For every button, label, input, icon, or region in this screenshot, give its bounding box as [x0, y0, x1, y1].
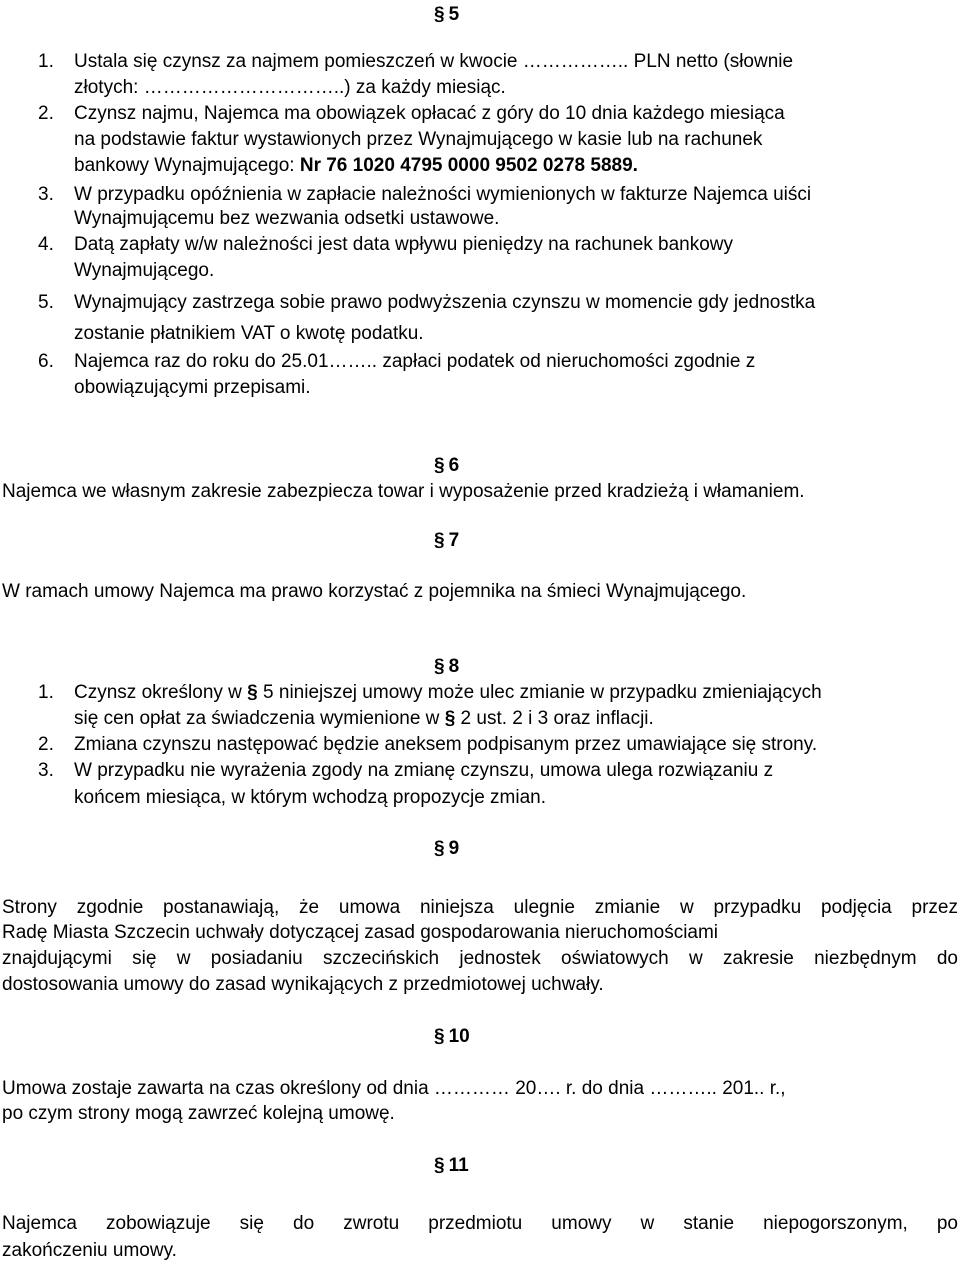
item-text: Datą zapłaty w/w należności jest data wpływu pieniędzy na rachunek bankowy	[74, 234, 734, 255]
section-number: 9	[448, 838, 460, 859]
section-mark: §	[434, 1026, 445, 1047]
paragraph-line: znajdującymi się w posiadaniu szczecińskich jednostek oświatowych w zakresie niezbędnym do	[2, 948, 958, 969]
paragraph: W ramach umowy Najemca ma prawo korzystać z pojemnika na śmieci Wynajmującego.	[2, 581, 747, 602]
item-text-continuation	[74, 153, 638, 179]
paragraph-line: Strony zgodnie postanawiają, że umowa niniejsza ulegnie zmianie w przypadku podjęcia przez	[2, 897, 958, 918]
section-mark: §	[247, 682, 258, 703]
list-item	[38, 732, 817, 758]
list-item	[38, 49, 793, 75]
section-number: 7	[448, 530, 460, 551]
item-number: 3.	[38, 184, 54, 205]
section-mark: §	[434, 455, 445, 476]
item-text: Wynajmujący zastrzega sobie prawo podwyższenia czynszu w momencie gdy jednostka	[74, 292, 816, 313]
list-item	[38, 290, 815, 316]
list-item	[38, 349, 755, 375]
section-number: 6	[448, 455, 460, 476]
section-number: 11	[448, 1155, 469, 1176]
section-heading-5	[434, 2, 459, 28]
list-item	[38, 758, 773, 784]
list-item	[38, 232, 733, 258]
item-text-continuation: końcem miesiąca, w którym wchodzą propozycje zmian.	[74, 787, 547, 808]
section-heading-10	[434, 1024, 470, 1050]
paragraph-line: Radę Miasta Szczecin uchwały dotyczącej zasad gospodarowania nieruchomościami	[2, 922, 719, 943]
section-mark: §	[434, 838, 445, 859]
bank-account-number: Nr 76 1020 4795 0000 9502 0278 5889.	[299, 155, 638, 176]
section-number: 10	[448, 1026, 470, 1047]
item-number: 5.	[38, 292, 54, 313]
item-text-continuation: złotych: …………………………..) za każdy miesiąc.	[74, 77, 506, 98]
item-number: 3.	[38, 760, 54, 781]
paragraph-line: po czym strony mogą zawrzeć kolejną umowę.	[2, 1103, 395, 1124]
list-item	[38, 101, 785, 127]
item-text: W przypadku opóźnienia w zapłacie należności wymienionych w fakturze Najemca uiści	[74, 184, 812, 205]
item-number: 2.	[38, 734, 54, 755]
item-number: 1.	[38, 682, 54, 703]
section-heading-6	[434, 453, 459, 479]
item-text: Czynsz najmu, Najemca ma obowiązek opłacać z góry do 10 dnia każdego miesiąca	[74, 103, 785, 124]
section-number: 8	[448, 656, 460, 677]
section-mark: §	[434, 4, 445, 25]
paragraph-line: dostosowania umowy do zasad wynikających z przedmiotowej uchwały.	[2, 974, 604, 995]
item-number: 4.	[38, 234, 54, 255]
paragraph-line: Umowa zostaje zawarta na czas określony od dnia ………… 20…. r. do dnia ……….. 201.. r.,	[2, 1078, 786, 1099]
section-mark: §	[434, 656, 445, 677]
section-heading-8	[434, 654, 459, 680]
paragraph-line: zakończeniu umowy.	[2, 1240, 177, 1261]
item-text-continuation: na podstawie faktur wystawionych przez Wynajmującego w kasie lub na rachunek	[74, 129, 763, 150]
item-text-continuation: Wynajmującego.	[74, 260, 215, 281]
section-number: 5	[448, 4, 460, 25]
item-text-continuation: obowiązującymi przepisami.	[74, 377, 311, 398]
section-mark: §	[434, 530, 445, 551]
item-text: 5 niniejszej umowy może ulec zmianie w przypadku zmieniających	[257, 682, 822, 703]
item-text-continuation: Wynajmującemu bez wezwania odsetki ustawowe.	[74, 208, 500, 229]
item-text-continuation	[74, 706, 654, 732]
section-heading-9	[434, 836, 459, 862]
section-heading-11	[434, 1153, 469, 1179]
item-number: 6.	[38, 351, 54, 372]
paragraph-line: Najemca zobowiązuje się do zwrotu przedmiotu umowy w stanie niepogorszonym, po	[2, 1213, 958, 1234]
item-text: Najemca raz do roku do 25.01…….. zapłaci podatek od nieruchomości zgodnie z	[74, 351, 756, 372]
list-item	[38, 680, 822, 706]
item-text: się cen opłat za świadczenia wymienione w	[74, 708, 445, 729]
paragraph: Najemca we własnym zakresie zabezpiecza towar i wyposażenie przed kradzieżą i włamaniem.	[2, 481, 805, 502]
list-item	[38, 182, 811, 208]
item-text: 2 ust. 2 i 3 oraz inflacji.	[455, 708, 654, 729]
section-mark: §	[434, 1155, 445, 1176]
item-text: W przypadku nie wyrażenia zgody na zmianę czynszu, umowa ulega rozwiązaniu z	[74, 760, 774, 781]
item-number: 1.	[38, 51, 54, 72]
item-text: bankowy Wynajmującego:	[74, 155, 300, 176]
item-number: 2.	[38, 103, 54, 124]
item-text: Czynsz określony w	[74, 682, 248, 703]
item-text-continuation: zostanie płatnikiem VAT o kwotę podatku.	[74, 323, 424, 344]
section-mark: §	[444, 708, 456, 729]
section-heading-7	[434, 528, 459, 554]
item-text: Zmiana czynszu następować będzie aneksem podpisanym przez umawiające się strony.	[74, 734, 818, 755]
item-text: Ustala się czynsz za najmem pomieszczeń w kwocie …………….. PLN netto (słownie	[74, 51, 794, 72]
